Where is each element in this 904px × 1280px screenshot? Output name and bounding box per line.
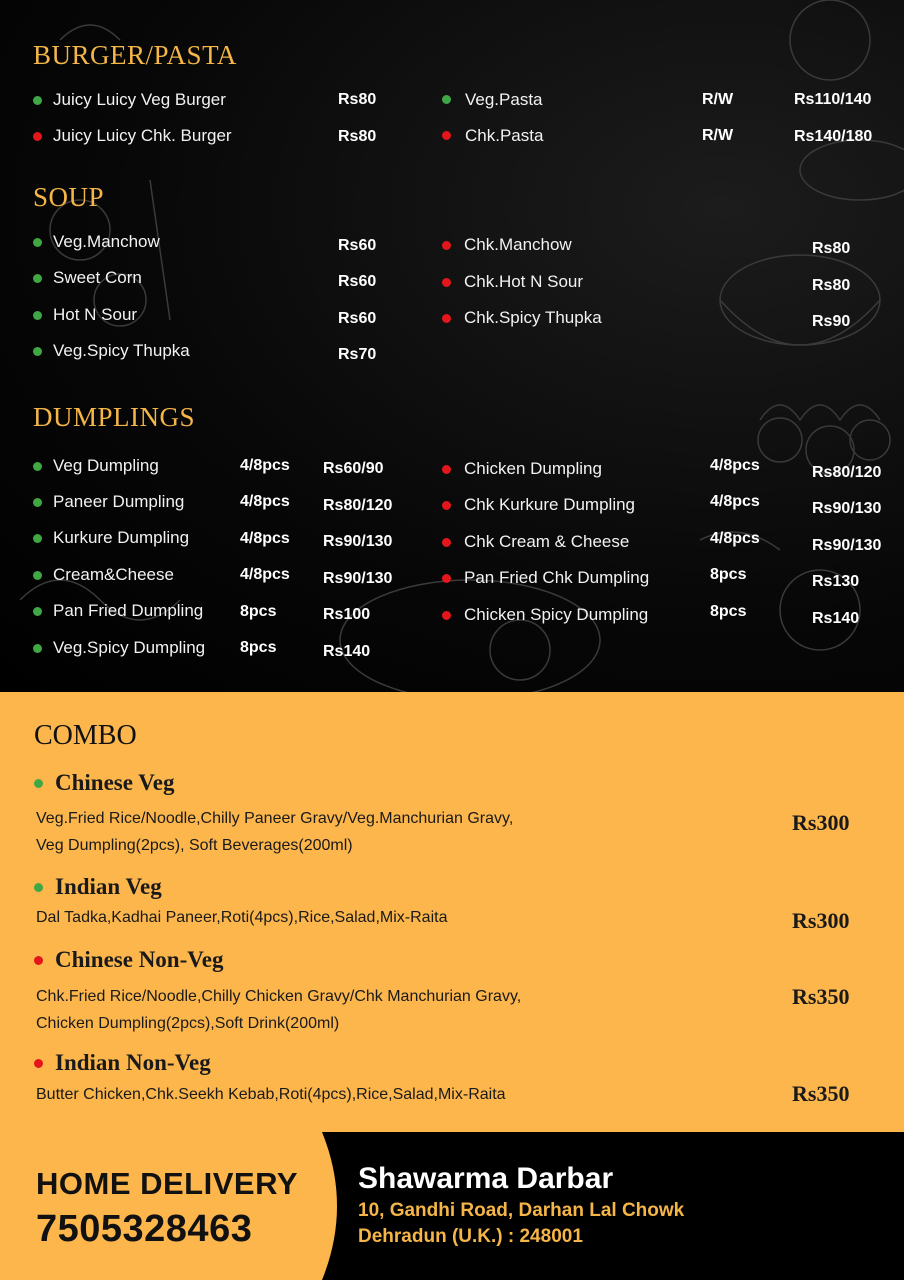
menu-item-size: 4/8pcs [240,457,290,474]
menu-item-size: R/W [702,91,734,108]
menu-item-price: Rs70 [338,346,377,363]
menu-item-name: Chicken Dumpling [464,459,602,478]
menu-item-size: 4/8pcs [240,493,290,510]
combo-price: Rs350 [792,1081,850,1106]
combo-name: Chinese Veg [55,770,175,795]
combo-description: Butter Chicken,Chk.Seekh Kebab,Roti(4pcs),Rice,Salad,Mix-Raita [36,1086,506,1103]
menu-item-name: Paneer Dumpling [53,492,185,511]
shop-name: Shawarma Darbar [358,1162,614,1195]
nonveg-indicator-icon [442,131,451,140]
combo-price: Rs300 [792,810,850,835]
combo-price: Rs350 [792,984,850,1009]
menu-item-name: Cream&Cheese [53,565,174,584]
menu-item-name: Chk Cream & Cheese [464,532,630,551]
menu-item-size: 4/8pcs [710,530,760,547]
menu-item-name: Chicken Spicy Dumpling [464,605,649,624]
combo-description: Veg.Fried Rice/Noodle,Chilly Paneer Gravy/Veg.Manchurian Gravy, [36,810,514,827]
menu-item-size: 4/8pcs [240,530,290,547]
nonveg-indicator-icon [442,465,451,474]
menu-item-name: Pan Fried Dumpling [53,601,204,620]
veg-indicator-icon [33,238,42,247]
nonveg-indicator-icon [33,132,42,141]
nonveg-indicator-icon [442,314,451,323]
address-line-2: Dehradun (U.K.) : 248001 [358,1226,583,1247]
menu-item-name: Chk Kurkure Dumpling [464,495,636,514]
menu-item-size: 8pcs [710,603,747,620]
menu-item-name: Chk.Manchow [464,235,572,254]
combo-name: Chinese Non-Veg [55,947,224,972]
menu-item-price: Rs60/90 [323,460,384,477]
menu-item-price: Rs80/120 [323,497,393,514]
veg-indicator-icon [33,96,42,105]
veg-indicator-icon [33,311,42,320]
menu-item-size: 8pcs [240,639,277,656]
menu-item-price: Rs80 [812,277,851,294]
nonveg-indicator-icon [34,956,43,965]
menu-item-name: Veg.Spicy Dumpling [53,638,206,657]
address-line-1: 10, Gandhi Road, Darhan Lal Chowk [358,1200,685,1221]
footer [0,1132,904,1280]
combo-description: Dal Tadka,Kadhai Paneer,Roti(4pcs),Rice,Salad,Mix-Raita [36,909,448,926]
menu-item-price: Rs80/120 [812,464,882,481]
menu-item-name: Hot N Sour [53,305,138,324]
veg-indicator-icon [33,644,42,653]
menu-item-price: Rs60 [338,237,377,254]
veg-indicator-icon [33,498,42,507]
menu-item-name: Veg.Spicy Thupka [53,341,190,360]
nonveg-indicator-icon [442,574,451,583]
menu-item-name: Juicy Luicy Chk. Burger [53,126,232,145]
combo-section [0,692,904,1132]
veg-indicator-icon [33,571,42,580]
menu-item-name: Chk.Spicy Thupka [464,308,602,327]
menu-item-name: Veg Dumpling [53,456,159,475]
menu-item-price: Rs60 [338,273,377,290]
menu-item-price: Rs140/180 [794,128,873,145]
veg-indicator-icon [33,462,42,471]
menu-item-price: Rs90/130 [323,533,393,550]
menu-item-price: Rs140 [812,610,860,627]
menu-item-price: Rs60 [338,310,377,327]
veg-indicator-icon [34,779,43,788]
menu-item-price: Rs130 [812,573,860,590]
menu-item-price: Rs90/130 [323,570,393,587]
menu-item-price: Rs90/130 [812,500,882,517]
menu-item-size: 4/8pcs [240,566,290,583]
menu-item-price: Rs110/140 [794,91,872,108]
menu-item-price: Rs80 [338,128,377,145]
menu-item-size: R/W [702,127,734,144]
section-title-dumplings: DUMPLINGS [33,402,196,432]
menu-item-price: Rs90 [812,313,851,330]
phone-number[interactable]: 7505328463 [36,1208,253,1250]
menu-item-name: Sweet Corn [53,268,142,287]
nonveg-indicator-icon [442,241,451,250]
home-delivery-label: HOME DELIVERY [36,1166,298,1201]
combo-description: Chk.Fried Rice/Noodle,Chilly Chicken Gravy/Chk Manchurian Gravy, [36,988,522,1005]
menu-item-price: Rs140 [323,643,371,660]
veg-indicator-icon [34,883,43,892]
veg-indicator-icon [33,274,42,283]
menu-item-price: Rs90/130 [812,537,882,554]
menu-item-name: Kurkure Dumpling [53,528,190,547]
combo-description: Chicken Dumpling(2pcs),Soft Drink(200ml) [36,1015,340,1032]
combo-price: Rs300 [792,908,850,933]
menu-item-size: 4/8pcs [710,457,760,474]
nonveg-indicator-icon [442,278,451,287]
menu-item-name: Pan Fried Chk Dumpling [464,568,650,587]
menu-item-name: Veg.Pasta [465,90,543,109]
menu-item-name: Chk.Hot N Sour [464,272,584,291]
combo-name: Indian Veg [55,874,162,899]
menu-item-size: 4/8pcs [710,493,760,510]
nonveg-indicator-icon [34,1059,43,1068]
menu-item-size: 8pcs [710,566,747,583]
menu-item-price: Rs100 [323,606,371,623]
menu-item-name: Chk.Pasta [465,126,544,145]
menu-item-size: 8pcs [240,603,277,620]
menu-item-price: Rs80 [812,240,851,257]
nonveg-indicator-icon [442,538,451,547]
veg-indicator-icon [442,95,451,104]
veg-indicator-icon [33,534,42,543]
section-title-soup: SOUP [33,182,105,212]
combo-description: Veg Dumpling(2pcs), Soft Beverages(200ml) [36,837,353,854]
section-title-combo: COMBO [34,720,137,751]
menu-item-name: Veg.Manchow [53,232,160,251]
veg-indicator-icon [33,607,42,616]
nonveg-indicator-icon [442,501,451,510]
menu-item-price: Rs80 [338,91,377,108]
veg-indicator-icon [33,347,42,356]
combo-name: Indian Non-Veg [55,1050,211,1075]
section-title-burger-pasta: BURGER/PASTA [33,40,237,70]
nonveg-indicator-icon [442,611,451,620]
menu-item-name: Juicy Luicy Veg Burger [53,90,226,109]
